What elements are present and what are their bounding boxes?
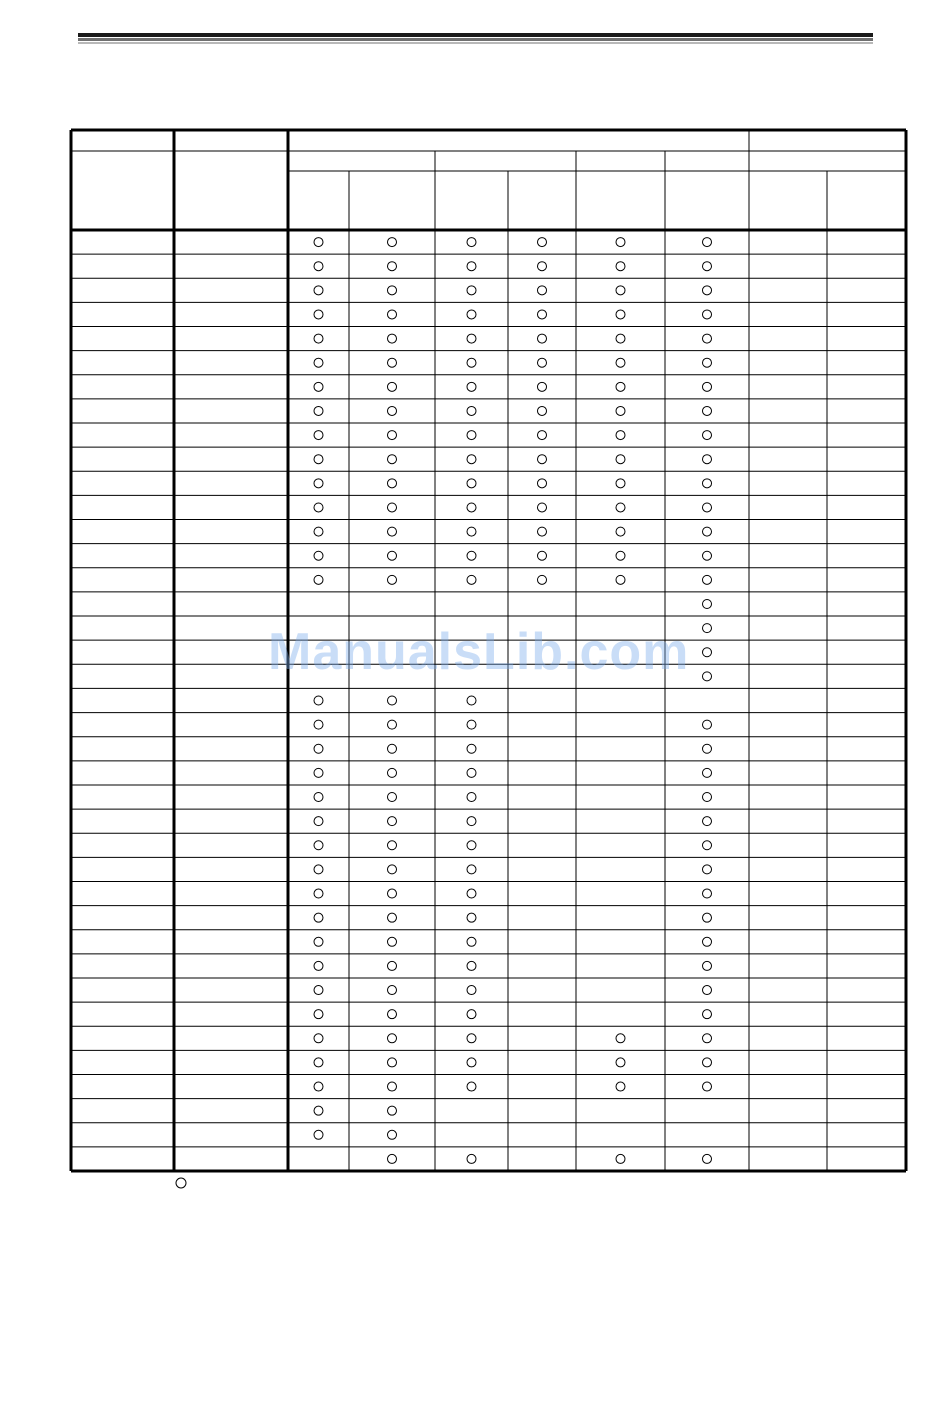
compatible-circle-icon: [703, 841, 712, 850]
compatible-circle-icon: [314, 961, 323, 970]
compatible-circle-icon: [314, 1106, 323, 1115]
compatible-circle-icon: [616, 431, 625, 440]
compatible-circle-icon: [467, 334, 476, 343]
compatible-circle-icon: [467, 455, 476, 464]
compatible-circle-icon: [616, 503, 625, 512]
compatible-circle-icon: [314, 817, 323, 826]
compatible-circle-icon: [616, 358, 625, 367]
compatible-circle-icon: [314, 744, 323, 753]
compatible-circle-icon: [467, 286, 476, 295]
compatible-circle-icon: [314, 841, 323, 850]
compatible-circle-icon: [467, 1010, 476, 1019]
compatible-circle-icon: [467, 551, 476, 560]
compatible-circle-icon: [703, 358, 712, 367]
compatible-circle-icon: [616, 1034, 625, 1043]
compatible-circle-icon: [467, 793, 476, 802]
compatible-circle-icon: [538, 358, 547, 367]
compatible-circle-icon: [616, 1082, 625, 1091]
compatible-circle-icon: [467, 238, 476, 247]
compatible-circle-icon: [388, 527, 397, 536]
compatible-circle-icon: [467, 406, 476, 415]
compatible-circle-icon: [388, 286, 397, 295]
compatible-circle-icon: [388, 334, 397, 343]
compatible-circle-icon: [314, 238, 323, 247]
compatible-circle-icon: [703, 431, 712, 440]
compatible-circle-icon: [388, 382, 397, 391]
compatible-circle-icon: [703, 889, 712, 898]
compatible-circle-icon: [314, 986, 323, 995]
compatible-circle-icon: [467, 1058, 476, 1067]
compatible-circle-icon: [538, 575, 547, 584]
compatible-circle-icon: [388, 817, 397, 826]
compatible-circle-icon: [388, 1034, 397, 1043]
compatible-circle-icon: [703, 334, 712, 343]
compatible-circle-icon: [314, 575, 323, 584]
compatible-circle-icon: [703, 913, 712, 922]
compatible-circle-icon: [314, 551, 323, 560]
compatible-circle-icon: [467, 431, 476, 440]
compatible-circle-icon: [388, 889, 397, 898]
compatible-circle-icon: [314, 334, 323, 343]
compatible-circle-icon: [538, 455, 547, 464]
compatible-circle-icon: [703, 1034, 712, 1043]
compatible-circle-icon: [703, 793, 712, 802]
compatible-circle-icon: [703, 817, 712, 826]
compatible-circle-icon: [388, 406, 397, 415]
compatible-circle-icon: [703, 865, 712, 874]
compatible-circle-icon: [388, 1058, 397, 1067]
compatible-circle-icon: [703, 382, 712, 391]
compatible-circle-icon: [314, 720, 323, 729]
compatible-circle-icon: [467, 310, 476, 319]
compatible-circle-icon: [314, 479, 323, 488]
compatible-circle-icon: [314, 1010, 323, 1019]
compatible-circle-icon: [314, 913, 323, 922]
compatible-circle-icon: [616, 479, 625, 488]
compatible-circle-icon: [467, 1154, 476, 1163]
compatible-circle-icon: [703, 1058, 712, 1067]
compatible-circle-icon: [467, 479, 476, 488]
compatible-circle-icon: [388, 793, 397, 802]
compatible-circle-icon: [703, 937, 712, 946]
compatible-circle-icon: [467, 503, 476, 512]
compatible-circle-icon: [314, 1034, 323, 1043]
watermark: ManualsLib.com: [268, 623, 690, 681]
compatible-circle-icon: [703, 551, 712, 560]
compatible-circle-icon: [703, 986, 712, 995]
compatible-circle-icon: [314, 1058, 323, 1067]
compatible-circle-icon: [388, 961, 397, 970]
compatible-circle-icon: [616, 406, 625, 415]
compatible-circle-icon: [388, 455, 397, 464]
compatible-circle-icon: [314, 455, 323, 464]
compatible-circle-icon: [538, 382, 547, 391]
compatible-circle-icon: [538, 262, 547, 271]
compatible-circle-icon: [467, 262, 476, 271]
compatible-circle-icon: [388, 431, 397, 440]
compatible-circle-icon: [388, 986, 397, 995]
compatible-circle-icon: [467, 913, 476, 922]
compatible-circle-icon: [388, 551, 397, 560]
compatible-circle-icon: [538, 503, 547, 512]
compatible-circle-icon: [538, 431, 547, 440]
compatible-circle-icon: [314, 406, 323, 415]
compatible-circle-icon: [467, 382, 476, 391]
compatible-circle-icon: [616, 286, 625, 295]
compatible-circle-icon: [314, 696, 323, 705]
compatible-circle-icon: [703, 575, 712, 584]
compatible-circle-icon: [388, 1010, 397, 1019]
compatible-circle-icon: [703, 286, 712, 295]
compatible-circle-icon: [616, 262, 625, 271]
compatible-circle-icon: [538, 527, 547, 536]
compatible-circle-icon: [388, 768, 397, 777]
compatible-circle-icon: [314, 310, 323, 319]
compatible-circle-icon: [388, 1106, 397, 1115]
compatible-circle-icon: [467, 817, 476, 826]
compatible-circle-icon: [314, 889, 323, 898]
compatible-circle-icon: [616, 334, 625, 343]
compatible-circle-icon: [314, 503, 323, 512]
compatible-circle-icon: [703, 961, 712, 970]
compatible-circle-icon: [467, 744, 476, 753]
compatible-circle-icon: [467, 720, 476, 729]
compatible-circle-icon: [616, 455, 625, 464]
compatible-circle-icon: [388, 310, 397, 319]
compatible-circle-icon: [388, 358, 397, 367]
compatible-circle-icon: [388, 696, 397, 705]
compatible-circle-icon: [467, 768, 476, 777]
compatible-circle-icon: [467, 889, 476, 898]
compatible-circle-icon: [388, 1082, 397, 1091]
compatible-circle-icon: [314, 793, 323, 802]
compatible-circle-icon: [467, 986, 476, 995]
compatible-circle-icon: [388, 720, 397, 729]
compatible-circle-icon: [314, 768, 323, 777]
compatible-circle-icon: [703, 744, 712, 753]
compatible-circle-icon: [538, 479, 547, 488]
compatible-circle-icon: [467, 961, 476, 970]
compatible-circle-icon: [467, 937, 476, 946]
compatible-circle-icon: [703, 527, 712, 536]
compatible-circle-icon: [616, 1154, 625, 1163]
compatible-circle-icon: [467, 575, 476, 584]
compatible-circle-icon: [616, 238, 625, 247]
compatible-circle-icon: [314, 527, 323, 536]
compatible-circle-icon: [314, 865, 323, 874]
compatible-circle-icon: [616, 382, 625, 391]
compatible-circle-icon: [388, 744, 397, 753]
compatible-circle-icon: [538, 406, 547, 415]
compatible-circle-icon: [467, 358, 476, 367]
compatible-circle-icon: [616, 1058, 625, 1067]
compatible-circle-icon: [314, 431, 323, 440]
compatible-circle-icon: [388, 262, 397, 271]
compatible-circle-icon: [388, 575, 397, 584]
compatible-circle-icon: [388, 503, 397, 512]
compatible-circle-icon: [388, 841, 397, 850]
compatible-circle-icon: [314, 382, 323, 391]
compatible-circle-icon: [388, 937, 397, 946]
compatible-circle-icon: [388, 865, 397, 874]
compatible-circle-icon: [703, 503, 712, 512]
compatible-circle-icon: [314, 937, 323, 946]
compatible-circle-icon: [467, 1034, 476, 1043]
compatible-circle-icon: [314, 358, 323, 367]
compatible-circle-icon: [703, 599, 712, 608]
compatible-circle-icon: [314, 1082, 323, 1091]
compatible-circle-icon: [616, 527, 625, 536]
compatible-circle-icon: [538, 310, 547, 319]
compatible-circle-icon: [467, 527, 476, 536]
compatible-circle-icon: [388, 1130, 397, 1139]
compatible-circle-icon: [314, 1130, 323, 1139]
compatible-circle-icon: [467, 696, 476, 705]
compatible-circle-icon: [703, 768, 712, 777]
compatible-circle-icon: [703, 1082, 712, 1091]
compatible-circle-icon: [703, 455, 712, 464]
compatible-circle-icon: [467, 841, 476, 850]
compatible-circle-icon: [616, 575, 625, 584]
compatible-circle-icon: [703, 720, 712, 729]
compatible-circle-icon: [467, 1082, 476, 1091]
compatible-circle-icon: [703, 479, 712, 488]
compatible-circle-icon: [616, 551, 625, 560]
compatible-circle-icon: [538, 334, 547, 343]
compatible-circle-icon: [703, 406, 712, 415]
footnote-circle-icon: [175, 1177, 189, 1191]
compatible-circle-icon: [703, 1010, 712, 1019]
compatible-circle-icon: [388, 913, 397, 922]
compatible-circle-icon: [314, 286, 323, 295]
compatible-circle-icon: [388, 479, 397, 488]
compatible-circle-icon: [538, 286, 547, 295]
compatible-circle-icon: [388, 1154, 397, 1163]
compatible-circle-icon: [703, 310, 712, 319]
compatible-circle-icon: [703, 262, 712, 271]
compatible-circle-icon: [703, 1154, 712, 1163]
compatible-circle-icon: [388, 238, 397, 247]
compatible-circle-icon: [538, 238, 547, 247]
compatible-circle-icon: [314, 262, 323, 271]
compatible-circle-icon: [703, 238, 712, 247]
compatible-circle-icon: [467, 865, 476, 874]
compatible-circle-icon: [538, 551, 547, 560]
compatible-circle-icon: [616, 310, 625, 319]
